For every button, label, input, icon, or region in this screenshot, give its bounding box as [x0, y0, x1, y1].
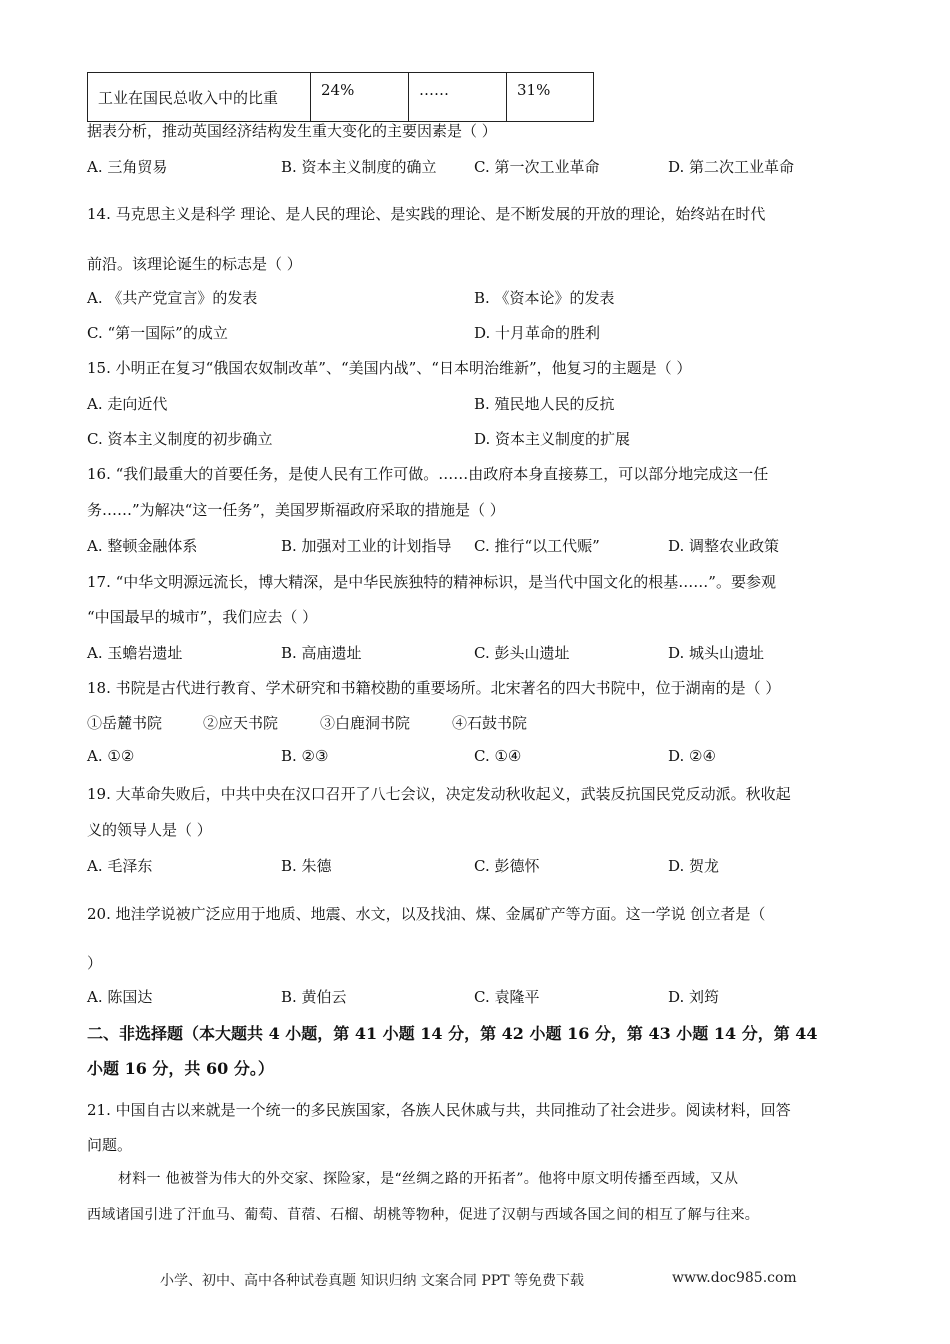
question-18-stem: 18. 书院是古代进行教育、学术研究和书籍校勘的重要场所。北宋著名的四大书院中，位于湖南的是（ ） [87, 679, 781, 697]
question-19-stem: 19. 大革命失败后，中共中央在汉口召开了八七会议，决定发动秋收起义，武装反抗国民党反动派。秋收起 [87, 785, 791, 803]
q15-option-d: D. 资本主义制度的扩展 [474, 430, 631, 448]
q17-option-b: B. 高庙遗址 [281, 644, 362, 662]
question-16-stem-cont: 务……”为解决“这一任务”，美国罗斯福政府采取的措施是（ ） [87, 501, 505, 519]
table-row [88, 73, 594, 122]
q18-item: ④石鼓书院 [452, 714, 528, 732]
q13-option-a: A. 三角贸易 [87, 158, 168, 176]
q16-option-c: C. 推行“以工代赈” [474, 537, 600, 555]
question-13-stem: 据表分析，推动英国经济结构发生重大变化的主要因素是（ ） [87, 122, 497, 140]
q19-option-b: B. 朱德 [281, 857, 332, 875]
q20-option-c: C. 袁隆平 [474, 988, 540, 1006]
question-17-stem-cont: “中国最早的城市”，我们应去（ ） [87, 608, 318, 626]
q20-option-d: D. 刘筠 [668, 988, 720, 1006]
q15-option-b: B. 殖民地人民的反抗 [474, 395, 615, 413]
q19-option-c: C. 彭德怀 [474, 857, 540, 875]
footer-text: 小学、初中、高中各种试卷真题 知识归纳 文案合同 PPT 等免费下载 [160, 1273, 584, 1289]
question-19-stem-cont: 义的领导人是（ ） [87, 821, 212, 839]
q15-option-a: A. 走向近代 [87, 395, 168, 413]
table-cell-value: 31% [507, 73, 594, 122]
q14-option-b: B. 《资本论》的发表 [474, 289, 615, 307]
question-20-stem: 20. 地洼学说被广泛应用于地质、地震、水文，以及找油、煤、金属矿产等方面。这一学说 创立者是（ [87, 905, 766, 923]
q19-option-a: A. 毛泽东 [87, 857, 153, 875]
q13-option-b: B. 资本主义制度的确立 [281, 158, 437, 176]
q16-option-b: B. 加强对工业的计划指导 [281, 537, 452, 555]
q17-option-c: C. 彭头山遗址 [474, 644, 570, 662]
q14-option-a: A. 《共产党宣言》的发表 [87, 289, 258, 307]
question-21-stem: 21. 中国自古以来就是一个统一的多民族国家，各族人民休戚与共，共同推动了社会进步。阅读材料，回答 [87, 1101, 791, 1119]
question-21-stem-cont: 问题。 [87, 1136, 133, 1154]
q13-option-c: C. 第一次工业革命 [474, 158, 600, 176]
q18-option-c: C. ①④ [474, 747, 522, 765]
q14-option-c: C. “第一国际”的成立 [87, 324, 228, 342]
question-20-stem-cont: ） [87, 954, 103, 972]
q18-option-b: B. ②③ [281, 747, 329, 765]
material-paragraph: 材料一 他被誉为伟大的外交家、探险家，是“丝绸之路的开拓者”。他将中原文明传播至西域，又从 [118, 1171, 739, 1187]
question-14-stem: 14. 马克思主义是科学 理论、是人民的理论、是实践的理论、是不断发展的开放的理论，始终站在时代 [87, 205, 766, 223]
q17-option-d: D. 城头山遗址 [668, 644, 765, 662]
q16-option-d: D. 调整农业政策 [668, 537, 780, 555]
question-14-stem-cont: 前沿。该理论诞生的标志是（ ） [87, 255, 302, 273]
q15-option-c: C. 资本主义制度的初步确立 [87, 430, 273, 448]
q18-item: ①岳麓书院 [87, 714, 163, 732]
section-heading-cont: 小题 16 分，共 60 分。） [87, 1059, 274, 1078]
q14-option-d: D. 十月革命的胜利 [474, 324, 601, 342]
material-paragraph-cont: 西域诸国引进了汗血马、葡萄、苜蓿、石榴、胡桃等物种，促进了汉朝与西域各国之间的相互了解与往来。 [87, 1207, 760, 1223]
q18-item: ③白鹿洞书院 [320, 714, 411, 732]
table-cell-value: …… [409, 73, 507, 122]
question-16-stem: 16. “我们最重大的首要任务，是使人民有工作可做。……由政府本身直接募工，可以部分地完成这一任 [87, 465, 769, 483]
table-cell-value: 24% [311, 73, 409, 122]
question-17-stem: 17. “中华文明源远流长，博大精深，是中华民族独特的精神标识，是当代中国文化的根基……”。要参观 [87, 573, 776, 591]
q20-option-b: B. 黄伯云 [281, 988, 347, 1006]
question-15-stem: 15. 小明正在复习“俄国农奴制改革”、“美国内战”、“日本明治维新”，他复习的主题是（ ） [87, 359, 692, 377]
q18-item: ②应天书院 [203, 714, 279, 732]
q13-option-d: D. 第二次工业革命 [668, 158, 795, 176]
table-cell-label: 工业在国民总收入中的比重 [88, 73, 311, 122]
q17-option-a: A. 玉蟾岩遗址 [87, 644, 183, 662]
q20-option-a: A. 陈国达 [87, 988, 153, 1006]
section-heading: 二、非选择题（本大题共 4 小题，第 41 小题 14 分，第 42 小题 16 分，第 43 小题 14 分，第 44 [87, 1024, 818, 1043]
q19-option-d: D. 贺龙 [668, 857, 720, 875]
q18-option-d: D. ②④ [668, 747, 716, 765]
footer-link[interactable]: www.doc985.com [672, 1270, 797, 1286]
q16-option-a: A. 整顿金融体系 [87, 537, 198, 555]
statistics-table [87, 72, 594, 122]
q18-option-a: A. ①② [87, 747, 135, 765]
